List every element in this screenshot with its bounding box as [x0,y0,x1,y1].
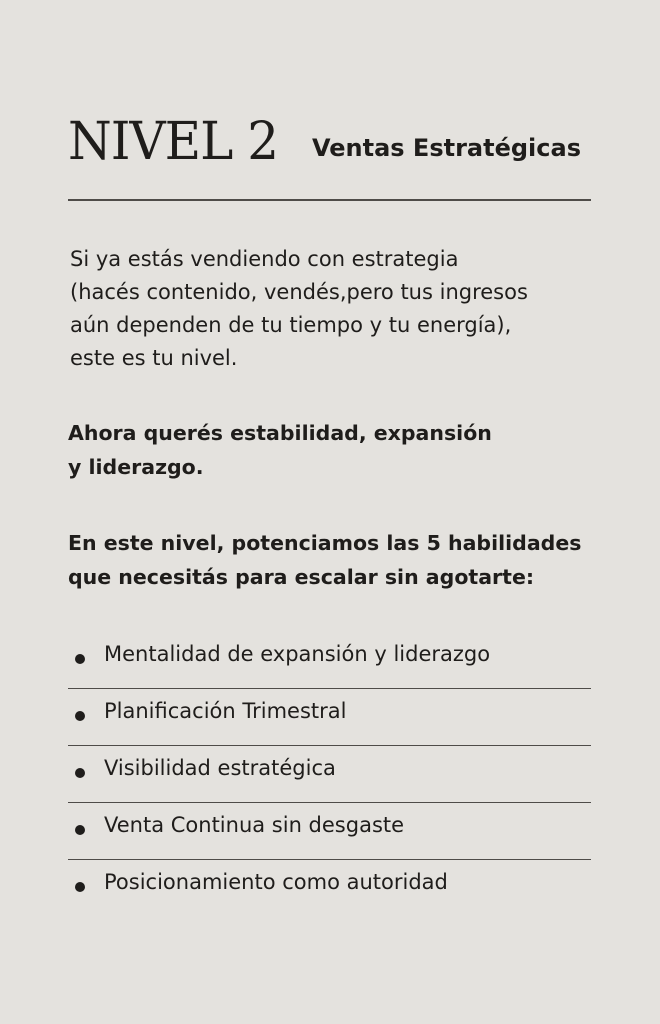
intro-line: (hacés contenido, vendés,pero tus ingresos [70,280,528,304]
goal-statement [68,416,492,484]
list-item [68,689,591,746]
intro-paragraph [70,243,630,375]
title-divider [68,199,591,201]
bullet-icon [75,825,85,835]
list-item [68,746,591,803]
level-title: NIVEL 2 [68,110,279,172]
skill-label: Visibilidad estratégica [104,756,336,780]
skills-intro-line: que necesitás para escalar sin agotarte: [68,565,535,589]
skill-label: Posicionamiento como autoridad [104,870,448,894]
bullet-icon [75,711,85,721]
list-item [68,860,591,917]
goal-line: Ahora querés estabilidad, expansión [68,421,492,445]
skill-label: Mentalidad de expansión y liderazgo [104,642,491,666]
intro-line: aún dependen de tu tiempo y tu energía), [70,313,512,337]
goal-line: y liderazgo. [68,455,204,479]
skills-intro-line: En este nivel, potenciamos las 5 habilidades [68,531,582,555]
skill-label: Venta Continua sin desgaste [104,813,405,837]
skills-list [68,632,591,917]
intro-line: este es tu nivel. [70,346,238,370]
bullet-icon [75,882,85,892]
bullet-icon [75,654,85,664]
level-subtitle: Ventas Estratégicas [312,134,581,162]
skills-intro [68,526,581,594]
bullet-icon [75,768,85,778]
intro-line: Si ya estás vendiendo con estrategia [70,247,459,271]
list-item [68,632,591,689]
skill-label: Planificación Trimestral [104,699,347,723]
list-item [68,803,591,860]
